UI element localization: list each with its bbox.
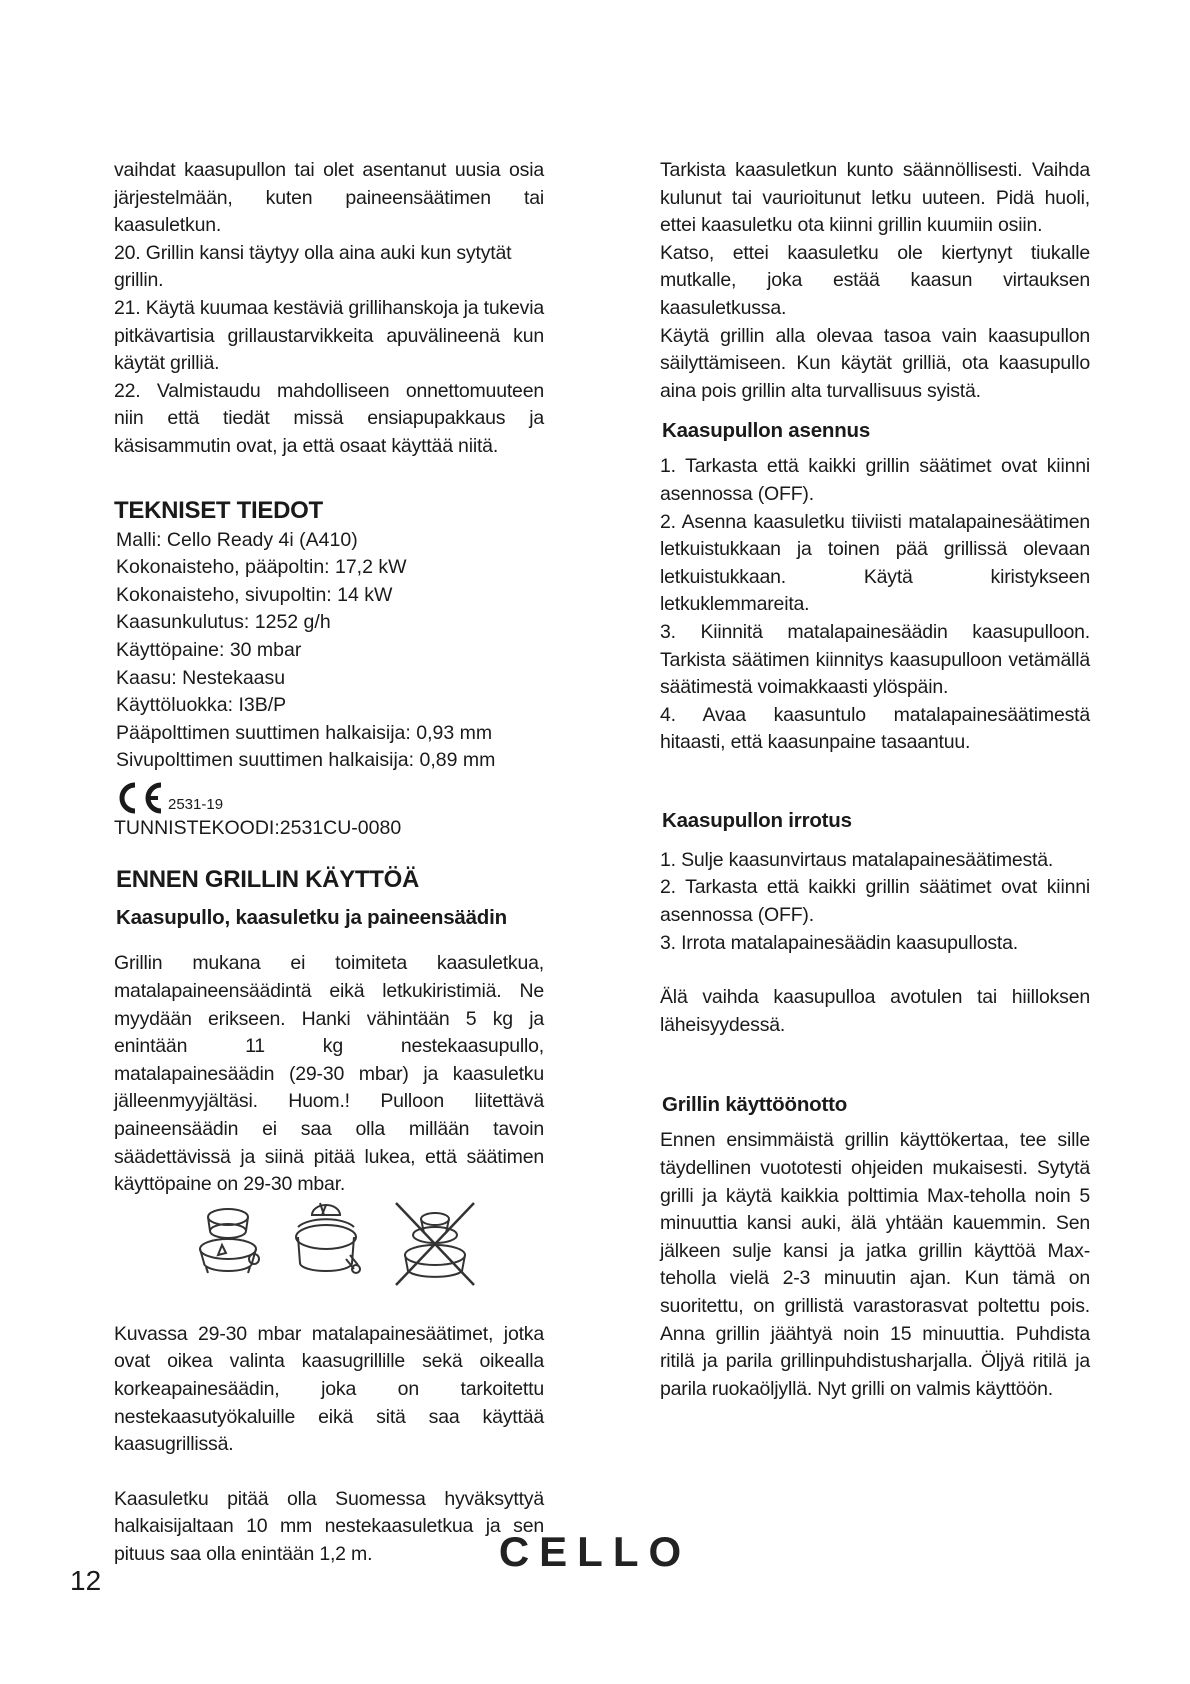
intro-paragraph: vaihdat kaasupullon tai olet asentanut uusia osia järjestelmään, kuten paineensäätimen tai kaasuletkun.	[114, 159, 544, 237]
startup-title: Grillin käyttöönotto	[662, 1093, 848, 1117]
cello-logo: CELLO	[498, 1528, 692, 1575]
remove-title: Kaasupullon irrotus	[662, 808, 852, 832]
spec-item: Kaasu: Nestekaasu	[116, 666, 286, 689]
install-steps	[660, 453, 1090, 757]
ce-marking	[114, 775, 544, 815]
hose-paragraph: Kuvassa 29-30 mbar matalapainesäätimet, jotka ovat oikea valinta kaasugrillille sekä oikealla korkeapainesäädin, joka on tarkoitettu nestekaasutyökaluille eikä sitä saa käyttää kaasugrillissä.	[114, 1322, 544, 1456]
spec-item: Sivupolttimen suuttimen halkaisija: 0,89 mm	[116, 749, 496, 772]
remove-warning: Älä vaihda kaasupulloa avotulen tai hiilloksen läheisyydessä.	[660, 986, 1090, 1036]
spec-item: Käyttöpaine: 30 mbar	[116, 638, 302, 661]
spec-list	[114, 527, 544, 775]
intro-paragraph: 21. Käytä kuumaa kestäviä grillihanskoja ja tukevia pitkävartisia grillaustarvikkeita apuvälineenä kun käytät grilliä.	[114, 296, 544, 375]
tech-title: TEKNISET TIEDOT	[114, 496, 323, 524]
remove-step: 2. Tarkasta että kaikki grillin säätimet ovat kiinni asennossa (OFF).	[660, 876, 1090, 927]
remove-step: 1. Sulje kaasunvirtaus matalapainesäätimestä.	[660, 848, 1054, 871]
low-pressure-regulator-icon	[196, 1201, 260, 1277]
page-number: 12	[70, 1565, 102, 1596]
intro-paragraph: 22. Valmistaudu mahdolliseen onnettomuuteen niin että tiedät missä ensiapupakkaus ja käsisammutin ovat, ja että osaat käyttää niitä.	[114, 379, 544, 457]
remove-steps	[660, 847, 1090, 957]
left-column	[114, 157, 544, 1569]
before-use-title: ENNEN GRILLIN KÄYTTÖÄ	[116, 866, 420, 894]
spec-item: Kokonaisteho, pääpoltin: 17,2 kW	[116, 556, 407, 579]
hose-paragraph: Kaasuletku pitää olla Suomessa hyväksyttyä halkaisijaltaan 10 mm nestekaasuletkua ja sen pituus saa olla enintään 1,2 m.	[114, 1487, 544, 1565]
spec-item: Malli: Cello Ready 4i (A410)	[116, 528, 358, 551]
hose-check-paragraph: Katso, ettei kaasuletku ole kiertynyt tiukalle mutkalle, joka estää kaasun virtauksen kaasuletkussa.	[660, 241, 1090, 319]
startup-paragraph: Ennen ensimmäistä grillin käyttökertaa, tee sille täydellinen vuototesti ohjeiden mukaisesti. Sytytä grilli ja käytä kaikkia polttimia Max-teholla noin 5 minuuttia kansi auki, älä yhtään kauemmin. Sen jälkeen sulje kansi ja jatka grillin käyttöä Max-teholla vielä 2-3 minuutin ajan. Kun tämä on suoritettu, on grillistä varastorasvat poltettu pois. Anna grillin jäähtyä noin 15 minuuttia. Puhdista ritilä ja parila grillinpuhdistusharjalla. Öljyä ritilä ja parila ruokaöljyllä. Nyt grilli on valmis käyttöön.	[660, 1129, 1090, 1400]
spec-item: Pääpolttimen suuttimen halkaisija: 0,93 mm	[116, 721, 493, 744]
regulator-illustration	[196, 1201, 544, 1287]
install-step: 3. Kiinnitä matalapainesäädin kaasupulloon. Tarkista säätimen kiinnitys kaasupulloon vetämällä säätimestä voimakkaasti ylöspäin.	[660, 620, 1090, 699]
hose-section-title: Kaasupullo, kaasuletku ja paineensäädin	[116, 906, 507, 930]
install-title: Kaasupullon asennus	[662, 419, 871, 443]
low-pressure-regulator-icon	[290, 1201, 362, 1277]
spec-item: Kokonaisteho, sivupoltin: 14 kW	[116, 583, 393, 606]
ce-code: 2531-19	[168, 795, 224, 813]
remove-step: 3. Irrota matalapainesäädin kaasupullosta.	[660, 931, 1018, 954]
install-step: 2. Asenna kaasuletku tiiviisti matalapainesäätimen letkuistukkaan ja toinen pää grillissä olevaan letkuistukkaan. Käytä kiristykseen letkuklemmareita.	[660, 510, 1090, 616]
right-column	[660, 157, 1090, 1403]
hose-check-paragraph: Tarkista kaasuletkun kunto säännöllisesti. Vaihda kulunut tai vaurioitunut letku uuteen. Pidä huoli, ettei kaasuletku ota kiinni grillin kuumiin osiin.	[660, 159, 1090, 237]
high-pressure-regulator-crossed-icon	[392, 1201, 478, 1287]
spec-item: Kaasunkulutus: 1252 g/h	[116, 611, 331, 634]
identification-code: TUNNISTEKOODI:2531CU-0080	[114, 816, 402, 839]
hose-paragraph: Grillin mukana ei toimiteta kaasuletkua, matalapaineensäädintä eikä letkukiristimiä. Ne myydään erikseen. Hanki vähintään 5 kg ja enintään 11 kg nestekaasupullo, matalapainesäädin (29-30 mbar) ja kaasuletku jälleenmyyjältäsi. Huom.! Pulloon liitettävä paineensäädin ei saa olla millään tavoin säädettävissä ja siinä pitää lukea, että säätimen käyttöpaine on 29-30 mbar.	[114, 952, 544, 1196]
hose-check-paragraph: Käytä grillin alla olevaa tasoa vain kaasupullon säilyttämiseen. Kun käytät grilliä, ota kaasupullo aina pois grillin alta turvallisuus syistä.	[660, 324, 1090, 402]
intro-paragraph: 20. Grillin kansi täytyy olla aina auki kun sytytät grillin.	[114, 241, 512, 292]
ce-mark-icon	[114, 781, 166, 815]
install-step: 1. Tarkasta että kaikki grillin säätimet ovat kiinni asennossa (OFF).	[660, 455, 1090, 505]
spec-item: Käyttöluokka: I3B/P	[116, 694, 287, 717]
install-step: 4. Avaa kaasuntulo matalapainesäätimestä hitaasti, että kaasunpaine tasaantuu.	[660, 703, 1090, 754]
